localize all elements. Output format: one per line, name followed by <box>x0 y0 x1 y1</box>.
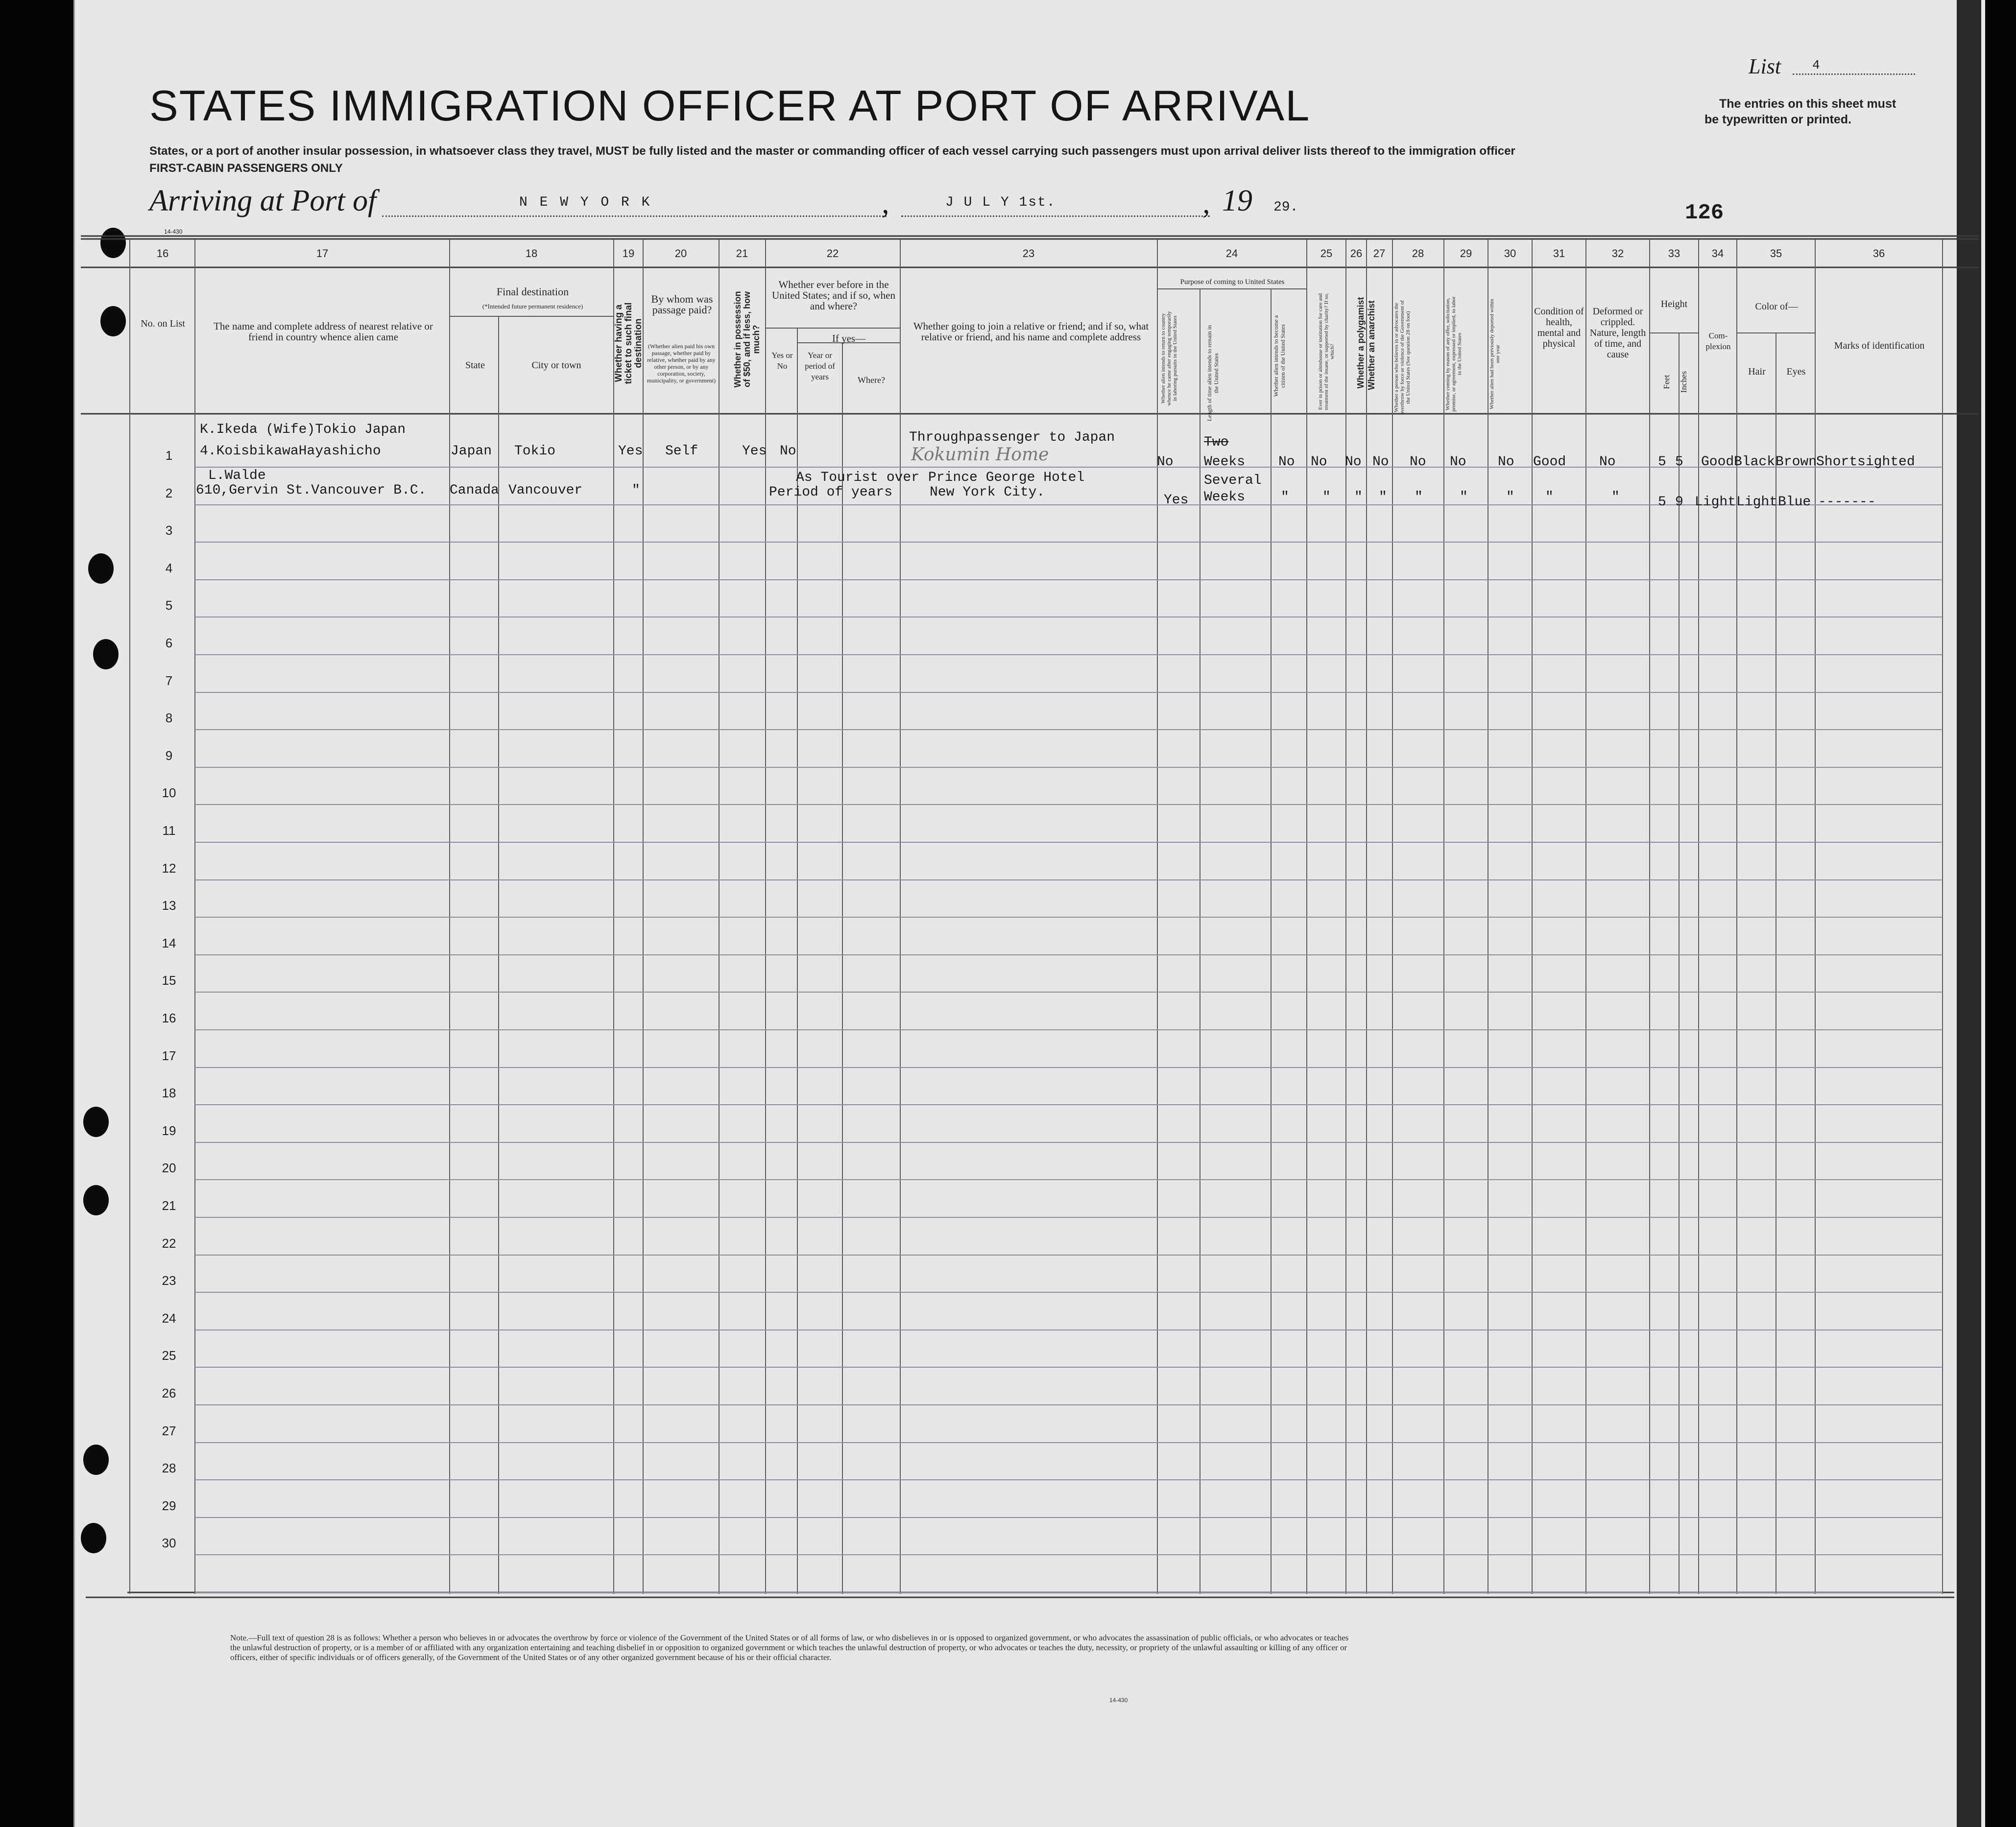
row1-city: Tokio <box>514 444 556 459</box>
row1-length-unit: Weeks <box>1204 454 1246 470</box>
row2-before-period: Period of years <box>769 485 893 500</box>
col33-header: Height <box>1660 299 1688 309</box>
row1-prison: No <box>1311 454 1327 470</box>
row2-state: Canada <box>450 483 499 498</box>
col30-header: Whether alien had been previously deported within one year <box>1489 299 1501 409</box>
row-number: 12 <box>162 860 176 876</box>
col21-header: Whether in possession of $50, and if less, how much? <box>733 291 761 388</box>
col22-yesno: Yes or No <box>771 351 793 371</box>
row1-complexion: Good <box>1701 454 1734 470</box>
row-number: 19 <box>162 1123 176 1138</box>
row1-hair: Black <box>1734 454 1776 470</box>
row2-join: Prince George Hotel <box>928 470 1085 485</box>
port-of-arrival: N E W Y O R K <box>519 195 652 210</box>
col27-header: Whether an anarchist <box>1367 300 1376 390</box>
row-number: 29 <box>162 1498 176 1513</box>
column-number: 21 <box>736 247 748 260</box>
row1-citizen: No <box>1278 454 1295 470</box>
col17-header: The name and complete address of nearest relative or friend in country whence alien came <box>214 320 433 343</box>
row1-polygamist: No <box>1345 454 1362 470</box>
col35-header: Color of— <box>1755 301 1798 312</box>
row1-ticket: Yes <box>618 444 643 459</box>
arriving-label: Arriving at Port of <box>149 184 377 217</box>
column-number: 32 <box>1611 247 1624 260</box>
year-prefix: 19 <box>1222 184 1252 217</box>
col22-where: Where? <box>858 375 885 385</box>
row2-relative-address: 610,Gervin St.Vancouver B.C. <box>196 483 427 498</box>
row-number: 20 <box>162 1161 176 1176</box>
col18-state: State <box>465 360 485 371</box>
col34-header: Com-plexion <box>1705 331 1731 351</box>
typewriter-note: be typewritten or printed. <box>1704 113 1852 126</box>
row1-deformed: No <box>1599 454 1616 470</box>
row1-paid-by: Self <box>665 444 698 459</box>
row-number: 2 <box>165 485 173 500</box>
row-number: 17 <box>162 1048 176 1063</box>
column-number: 27 <box>1373 247 1386 260</box>
row-number: 27 <box>162 1423 176 1438</box>
row1-health: Good <box>1533 454 1566 470</box>
col18-sub: (*Intended future permanent residence) <box>482 303 583 310</box>
column-number: 18 <box>525 247 538 260</box>
typewriter-note: The entries on this sheet must <box>1719 97 1896 111</box>
row2-length: Several <box>1204 473 1262 488</box>
list-number: 4 <box>1812 58 1820 72</box>
row2-deformed: " <box>1611 490 1620 505</box>
row1-join: Throughpassenger to Japan <box>909 430 1115 445</box>
column-number: 31 <box>1553 247 1565 260</box>
row-number: 24 <box>162 1310 176 1326</box>
col35-hair: Hair <box>1748 366 1766 377</box>
col20-sub: (Whether alien paid his own passage, whether paid by relative, whether paid by any other person, or by any corporation, society, municipality, or government) <box>647 343 716 384</box>
comma: , <box>1202 187 1210 220</box>
column-number: 23 <box>1022 247 1035 260</box>
column-number: 26 <box>1350 247 1363 260</box>
year-suffix: 29. <box>1273 200 1298 215</box>
form-number: 14-430 <box>164 228 183 235</box>
row1-before: No <box>780 444 796 459</box>
row-number: 1 <box>165 448 173 463</box>
col22-header: Whether ever before in the United States; and if so, when and where? <box>772 279 895 312</box>
row2-complexion: Light <box>1695 495 1736 510</box>
column-number: 16 <box>156 247 169 260</box>
column-number: 34 <box>1711 247 1724 260</box>
row2-overthrow: " <box>1415 490 1423 505</box>
col28-header: Whether a person who believes in or advocates the overthrow by force or violence of the Government of the United States (See question 28 on foot) <box>1393 300 1411 415</box>
row2-relative-name: L.Walde <box>208 468 266 483</box>
row1-relative-name: K.Ikeda (Wife)Tokio Japan <box>200 422 406 437</box>
row2-citizen: " <box>1281 490 1289 505</box>
column-number: 19 <box>622 247 635 260</box>
col24c-header: Whether alien intends to become a citizen of the United States <box>1272 315 1286 397</box>
row1-anarchist: No <box>1372 454 1389 470</box>
col33-feet: Feet <box>1662 375 1671 389</box>
row-number: 9 <box>165 748 173 763</box>
row1-relative-address: 4.KoisbikawaHayashicho <box>200 444 381 459</box>
row-number: 11 <box>162 823 176 838</box>
col32-header: Deformed or crippled. Nature, length of time, and cause <box>1589 306 1646 360</box>
row-number: 26 <box>162 1386 176 1400</box>
row-number: 23 <box>162 1273 176 1288</box>
col31-header: Condition of health, mental and physical <box>1534 306 1584 349</box>
footnote-question-28: Note.—Full text of question 28 is as follows: Whether a person who believes in or advocates the overthrow by force or violence of the Government of the United States or of all forms of law, or who disbelieves in or is opposed to organized government, or who advocates the assassination of public officials, or who advocates or teaches the unlawful destruction of property, or is a member of or affiliated with any organization entertaining and teaching disbelief in or opposition to organized government or which teaches the unlawful destruction of property, or who advocates or teaches the duty, necessity, or propriety of the unlawful assaulting or killing of any officer or officers, either of specific individuals or of officers generally, of the Government of the United States or of any other organized government because of his or their official character. <box>230 1633 1349 1662</box>
column-number: 28 <box>1412 247 1424 260</box>
list-label: List <box>1749 54 1781 78</box>
row1-marks: Shortsighted <box>1816 454 1915 470</box>
col35-eyes: Eyes <box>1786 366 1806 377</box>
col24b-header: Length of time alien intends to remain in the United States <box>1206 325 1220 422</box>
comma: , <box>882 187 889 220</box>
row2-prison: " <box>1322 490 1331 505</box>
row2-deported: " <box>1506 490 1514 505</box>
row-number: 3 <box>165 523 173 538</box>
col36-header: Marks of identification <box>1834 340 1925 351</box>
row1-money: Yes <box>742 444 767 459</box>
col23-header: Whether going to join a relative or friend; and if so, what relative or friend, and his name and complete address <box>913 320 1149 343</box>
row2-hair: Light <box>1736 495 1778 510</box>
row-number: 7 <box>165 673 173 688</box>
row-number: 13 <box>162 898 176 913</box>
column-number: 22 <box>826 247 839 260</box>
row2-anarchist: " <box>1379 490 1387 505</box>
row1-overthrow: No <box>1410 454 1426 470</box>
footer-form-number: 14-430 <box>1109 1697 1128 1704</box>
row1-state: Japan <box>451 444 492 459</box>
row2-offer: " <box>1460 490 1468 505</box>
row2-feet: 5 <box>1658 495 1666 510</box>
class-label: FIRST-CABIN PASSENGERS ONLY <box>149 162 343 175</box>
col16-header: No. on List <box>141 318 185 329</box>
row-number: 18 <box>162 1086 176 1101</box>
row-number: 10 <box>162 785 176 801</box>
row1-feet: 5 <box>1658 454 1666 470</box>
col22-year: Year or period of years <box>805 351 835 381</box>
row2-city: Vancouver <box>508 483 583 498</box>
row1-length: Two <box>1204 435 1229 450</box>
row1-eyes: Brown <box>1776 454 1817 470</box>
row1-pencil-note: Kokumin Home <box>911 445 1049 465</box>
row-number: 8 <box>165 711 173 726</box>
col24-header: Purpose of coming to United States <box>1180 278 1285 286</box>
row1-deported: No <box>1498 454 1514 470</box>
col26-header: Whether a polygamist <box>1356 297 1366 389</box>
row-number: 4 <box>165 560 173 575</box>
row-number: 25 <box>162 1348 176 1363</box>
arrival-date: J U L Y 1st. <box>945 195 1056 210</box>
row2-ticket: " <box>632 483 640 498</box>
column-number: 25 <box>1320 247 1333 260</box>
row2-join-city: New York City. <box>930 485 1045 500</box>
row-number: 16 <box>162 1011 176 1025</box>
column-number: 35 <box>1770 247 1782 260</box>
row-number: 14 <box>162 935 176 950</box>
col19-header: Whether having a ticket to such final destination <box>614 302 644 384</box>
column-number: 24 <box>1225 247 1238 260</box>
row2-return-intent: Yes <box>1164 493 1189 508</box>
col22-ifyes: If yes— <box>832 332 866 344</box>
row-number: 30 <box>162 1536 176 1551</box>
row2-length-unit: Weeks <box>1204 490 1246 505</box>
row-number: 5 <box>165 598 173 613</box>
column-number: 30 <box>1504 247 1516 260</box>
column-number: 17 <box>316 247 329 260</box>
row1-offer: No <box>1450 454 1466 470</box>
row1-inches: 5 <box>1675 454 1683 470</box>
col24a-header: Whether alien intends to return to country whence he came after engaging temporarily in laboring pursuits in the United States <box>1160 311 1178 406</box>
row2-health: " <box>1545 490 1554 505</box>
row2-inches: 9 <box>1675 495 1683 510</box>
page-title: STATES IMMIGRATION OFFICER AT PORT OF ARRIVAL <box>149 81 1311 130</box>
row2-polygamist: " <box>1354 490 1363 505</box>
subtitle-line: States, or a port of another insular possession, in whatsoever class they travel, MUST be fully listed and the master or commanding officer of each vessel carrying such passengers must upon arrival deliver lists thereof to the immigration officer <box>149 144 1515 158</box>
page-number: 126 <box>1685 201 1724 225</box>
row-number: 21 <box>162 1198 176 1213</box>
column-number: 29 <box>1460 247 1472 260</box>
row-number: 22 <box>162 1235 176 1251</box>
column-number: 36 <box>1872 247 1885 260</box>
row2-eyes: Blue <box>1778 495 1811 510</box>
row2-before: As Tourist over <box>796 470 920 485</box>
row-number: 15 <box>162 973 176 988</box>
col18-header: Final destination <box>496 285 569 298</box>
col25-header: Ever in prison or almshouse or institution for care and treatment of the insane, or supported by charity? If so, which? <box>1318 293 1335 410</box>
row2-marks: ------- <box>1818 495 1876 510</box>
column-number: 20 <box>674 247 687 260</box>
col18-city: City or town <box>531 360 581 371</box>
col33-inches: Inches <box>1679 371 1688 393</box>
col20-header: By whom was passage paid? <box>651 293 713 316</box>
column-number: 33 <box>1668 247 1680 260</box>
row-number: 28 <box>162 1461 176 1476</box>
col29-header: Whether coming by reason of any offer, solicitation, promise, or agreement, expressed or implied, to labor in the United States <box>1445 296 1463 412</box>
row1-return-intent: No <box>1157 454 1174 470</box>
row-number: 6 <box>165 636 173 650</box>
